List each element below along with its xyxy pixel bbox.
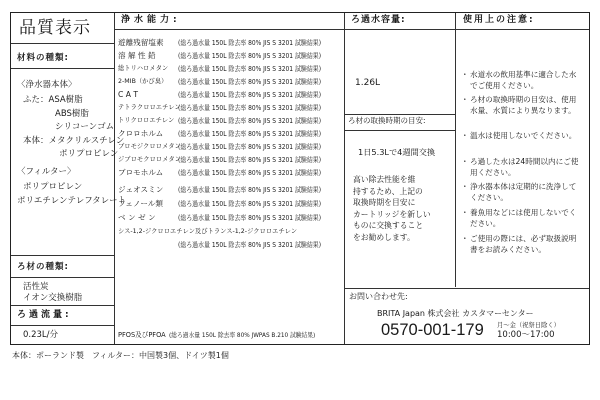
- divider: [344, 288, 589, 289]
- removal-spec: (総ろ過水量 150L 除去率 80% JIS S 3201 試験結果): [178, 200, 322, 208]
- divider: [11, 277, 114, 278]
- contaminant-name: ブロモホルム: [118, 168, 164, 177]
- contaminant-name: クロロホルム: [118, 129, 164, 138]
- usage-note-text: 浄水器本体は定期的に洗浄してください。: [470, 182, 577, 202]
- material-line: 〈浄水器本体〉: [17, 80, 77, 90]
- usage-note-text: ろ過した水は24時間以内にご使用ください。: [470, 157, 579, 177]
- contact-company: BRITA Japan 株式会社 カスタマーセンター: [377, 309, 534, 318]
- bullet-icon: ・: [461, 131, 469, 140]
- pfos-chem: PFOS及びPFOA: [118, 331, 166, 339]
- capability-table: [115, 37, 344, 337]
- capacity-value: 1.26L: [355, 78, 381, 88]
- bullet-icon: ・: [461, 208, 469, 217]
- contaminant-name: トリクロロエチレン: [118, 117, 175, 124]
- contaminant-name: 2-MIB（かび臭）: [118, 78, 168, 85]
- removal-spec: (総ろ過水量 150L 除去率 80% JIS S 3201 試験結果): [178, 117, 322, 125]
- contaminant-name: ベ ン ゼ ン: [118, 213, 156, 222]
- removal-spec: (総ろ過水量 150L 除去率 80% JIS S 3201 試験結果): [178, 130, 322, 138]
- divider: [344, 130, 455, 131]
- material-line: 〈フィルター〉: [17, 167, 76, 177]
- removal-spec: (総ろ過水量 150L 除去率 80% JIS S 3201 試験結果): [178, 143, 322, 151]
- capability-row: [115, 154, 355, 166]
- usage-note-item: [461, 131, 583, 142]
- removal-spec: (総ろ過水量 150L 除去率 80% JIS S 3201 試験結果): [178, 39, 322, 47]
- flow-value: 0.23L/分: [23, 330, 59, 340]
- divider: [344, 29, 589, 30]
- material-line: シリコーンゴム: [55, 122, 115, 132]
- capability-row: [115, 37, 355, 49]
- divider: [11, 305, 114, 306]
- contaminant-name: ブロモジクロロメタン: [118, 143, 181, 150]
- capability-row: [115, 212, 355, 224]
- contact-hours-days: 月～金（祝祭日除く）: [497, 322, 560, 329]
- usage-list: [461, 70, 585, 280]
- capability-row: [115, 167, 355, 179]
- divider: [455, 13, 456, 287]
- filter-material-line: 活性炭: [23, 282, 49, 292]
- contact-phone: 0570-001-179: [381, 321, 484, 339]
- contaminant-name: C A T: [118, 90, 138, 99]
- contaminant-name: 総トリハロメタン: [118, 65, 169, 72]
- bullet-icon: ・: [461, 157, 469, 166]
- replacement-note-line: 持するため、上記の: [353, 186, 423, 196]
- material-line: 本体：メタクリルスチレン: [23, 136, 125, 146]
- removal-spec: (総ろ過水量 150L 除去率 80% JIS S 3201 試験結果): [178, 52, 322, 60]
- usage-note-item: [461, 182, 583, 203]
- contaminant-name: ジブロモクロロメタン: [118, 156, 181, 163]
- removal-spec: (総ろ過水量 150L 除去率 80% JIS S 3201 試験結果): [178, 78, 322, 86]
- usage-heading: 使用上の注意:: [463, 15, 535, 25]
- replacement-note-line: カートリッジを新しい: [353, 209, 431, 219]
- capability-heading: 浄水能力:: [121, 15, 181, 25]
- divider: [114, 29, 344, 30]
- contact-hours-time: 10:00～17:00: [497, 330, 555, 340]
- usage-note-item: [461, 157, 583, 178]
- bullet-icon: ・: [461, 182, 469, 191]
- removal-spec: (総ろ過水量 150L 除去率 80% JIS S 3201 試験結果): [178, 169, 322, 177]
- capability-row: [115, 239, 355, 251]
- contact-heading: お問い合わせ先:: [349, 292, 408, 301]
- removal-spec: (総ろ過水量 150L 除去率 80% JIS S 3201 試験結果): [178, 186, 322, 194]
- removal-spec: (総ろ過水量 150L 除去率 80% JIS S 3201 試験結果): [178, 214, 322, 222]
- divider: [11, 255, 114, 256]
- capability-row: [115, 89, 355, 101]
- capability-row: [115, 128, 355, 140]
- usage-note-text: 温水は使用しないでください。: [470, 131, 577, 140]
- filter-material-heading: ろ材の種類:: [17, 262, 69, 272]
- replacement-value: 1日5.3Lで4週間交換: [358, 147, 436, 157]
- removal-spec: (総ろ過水量 150L 除去率 80% JIS S 3201 試験結果): [178, 65, 322, 73]
- quality-label-panel: [10, 12, 590, 345]
- replacement-note-line: をお勧めします。: [353, 232, 415, 242]
- flow-heading: ろ過流量:: [17, 310, 72, 320]
- usage-note-item: [461, 70, 583, 91]
- removal-spec: (総ろ過水量 150L 除去率 80% JIS S 3201 試験結果): [178, 241, 322, 249]
- bullet-icon: ・: [461, 95, 469, 104]
- contaminant-name: ジェオスミン: [118, 185, 164, 194]
- removal-spec: (総ろ過水量 150L 除去率 80% JIS S 3201 試験結果): [178, 156, 322, 164]
- replacement-heading: ろ材の取換時期の目安:: [348, 116, 426, 125]
- capability-row: [115, 50, 355, 62]
- usage-note-text: 水道水の飲用基準に適合した水でご使用ください。: [470, 70, 577, 90]
- capability-row: [115, 76, 355, 88]
- capability-row: [115, 102, 355, 114]
- capability-row: [115, 184, 355, 196]
- capability-row: [115, 198, 355, 210]
- material-line: ABS樹脂: [55, 109, 89, 119]
- pfos-spec: (総ろ過水量 150L 除去率 80% JWPAS B.210 試験結果): [169, 331, 316, 339]
- usage-note-item: [461, 95, 583, 116]
- usage-note-text: ご使用の際には、必ず取扱説明書をお読みください。: [470, 234, 577, 254]
- usage-note-text: 養魚用などには使用しないでください。: [470, 208, 577, 228]
- material-line: ポリエチレンテレフタレート: [17, 196, 127, 206]
- replacement-note-line: 高い除去性能を維: [353, 175, 416, 184]
- contaminant-name: シス-1,2-ジクロロエチレン及びトランス-1,2-ジクロロエチレン: [118, 228, 298, 235]
- capacity-heading: ろ過水容量:: [351, 15, 406, 25]
- removal-spec: (総ろ過水量 150L 除去率 80% JIS S 3201 試験結果): [178, 104, 322, 112]
- page-title: 品質表示: [19, 18, 91, 38]
- usage-note-item: [461, 234, 583, 255]
- material-line: ポリプロピレン: [59, 149, 119, 159]
- replacement-note-line: ものに交換すること: [353, 221, 424, 230]
- capability-row: [115, 141, 355, 153]
- material-line: ポリプロピレン: [23, 182, 83, 192]
- contaminant-name: 遊離残留塩素: [118, 38, 164, 47]
- bullet-icon: ・: [461, 234, 469, 243]
- divider: [11, 325, 114, 326]
- filter-material-line: イオン交換樹脂: [23, 293, 83, 303]
- material-line: ふた：ASA樹脂: [23, 95, 83, 105]
- replacement-note-line: 取換時期を目安に: [353, 198, 416, 207]
- contaminant-name: フェノール類: [118, 199, 163, 208]
- contaminant-name: 溶 解 性 鉛: [118, 51, 156, 60]
- bullet-icon: ・: [461, 70, 469, 79]
- capability-row: [115, 115, 355, 127]
- capability-row: [115, 63, 355, 75]
- removal-spec: (総ろ過水量 150L 除去率 80% JIS S 3201 試験結果): [178, 91, 322, 99]
- divider: [344, 114, 455, 115]
- divider: [11, 68, 114, 69]
- usage-note-text: ろ材の取換時期の目安は、使用水量、水質により異なります。: [470, 95, 577, 115]
- usage-note-item: [461, 208, 583, 229]
- divider: [11, 43, 114, 44]
- materials-heading: 材料の種類:: [17, 53, 69, 63]
- capability-row: [115, 226, 355, 238]
- contaminant-name: テトラクロロエチレン: [118, 104, 181, 111]
- origin-footer: 本体：ポーランド製 フィルター：中国製3個、ドイツ製1個: [12, 351, 229, 360]
